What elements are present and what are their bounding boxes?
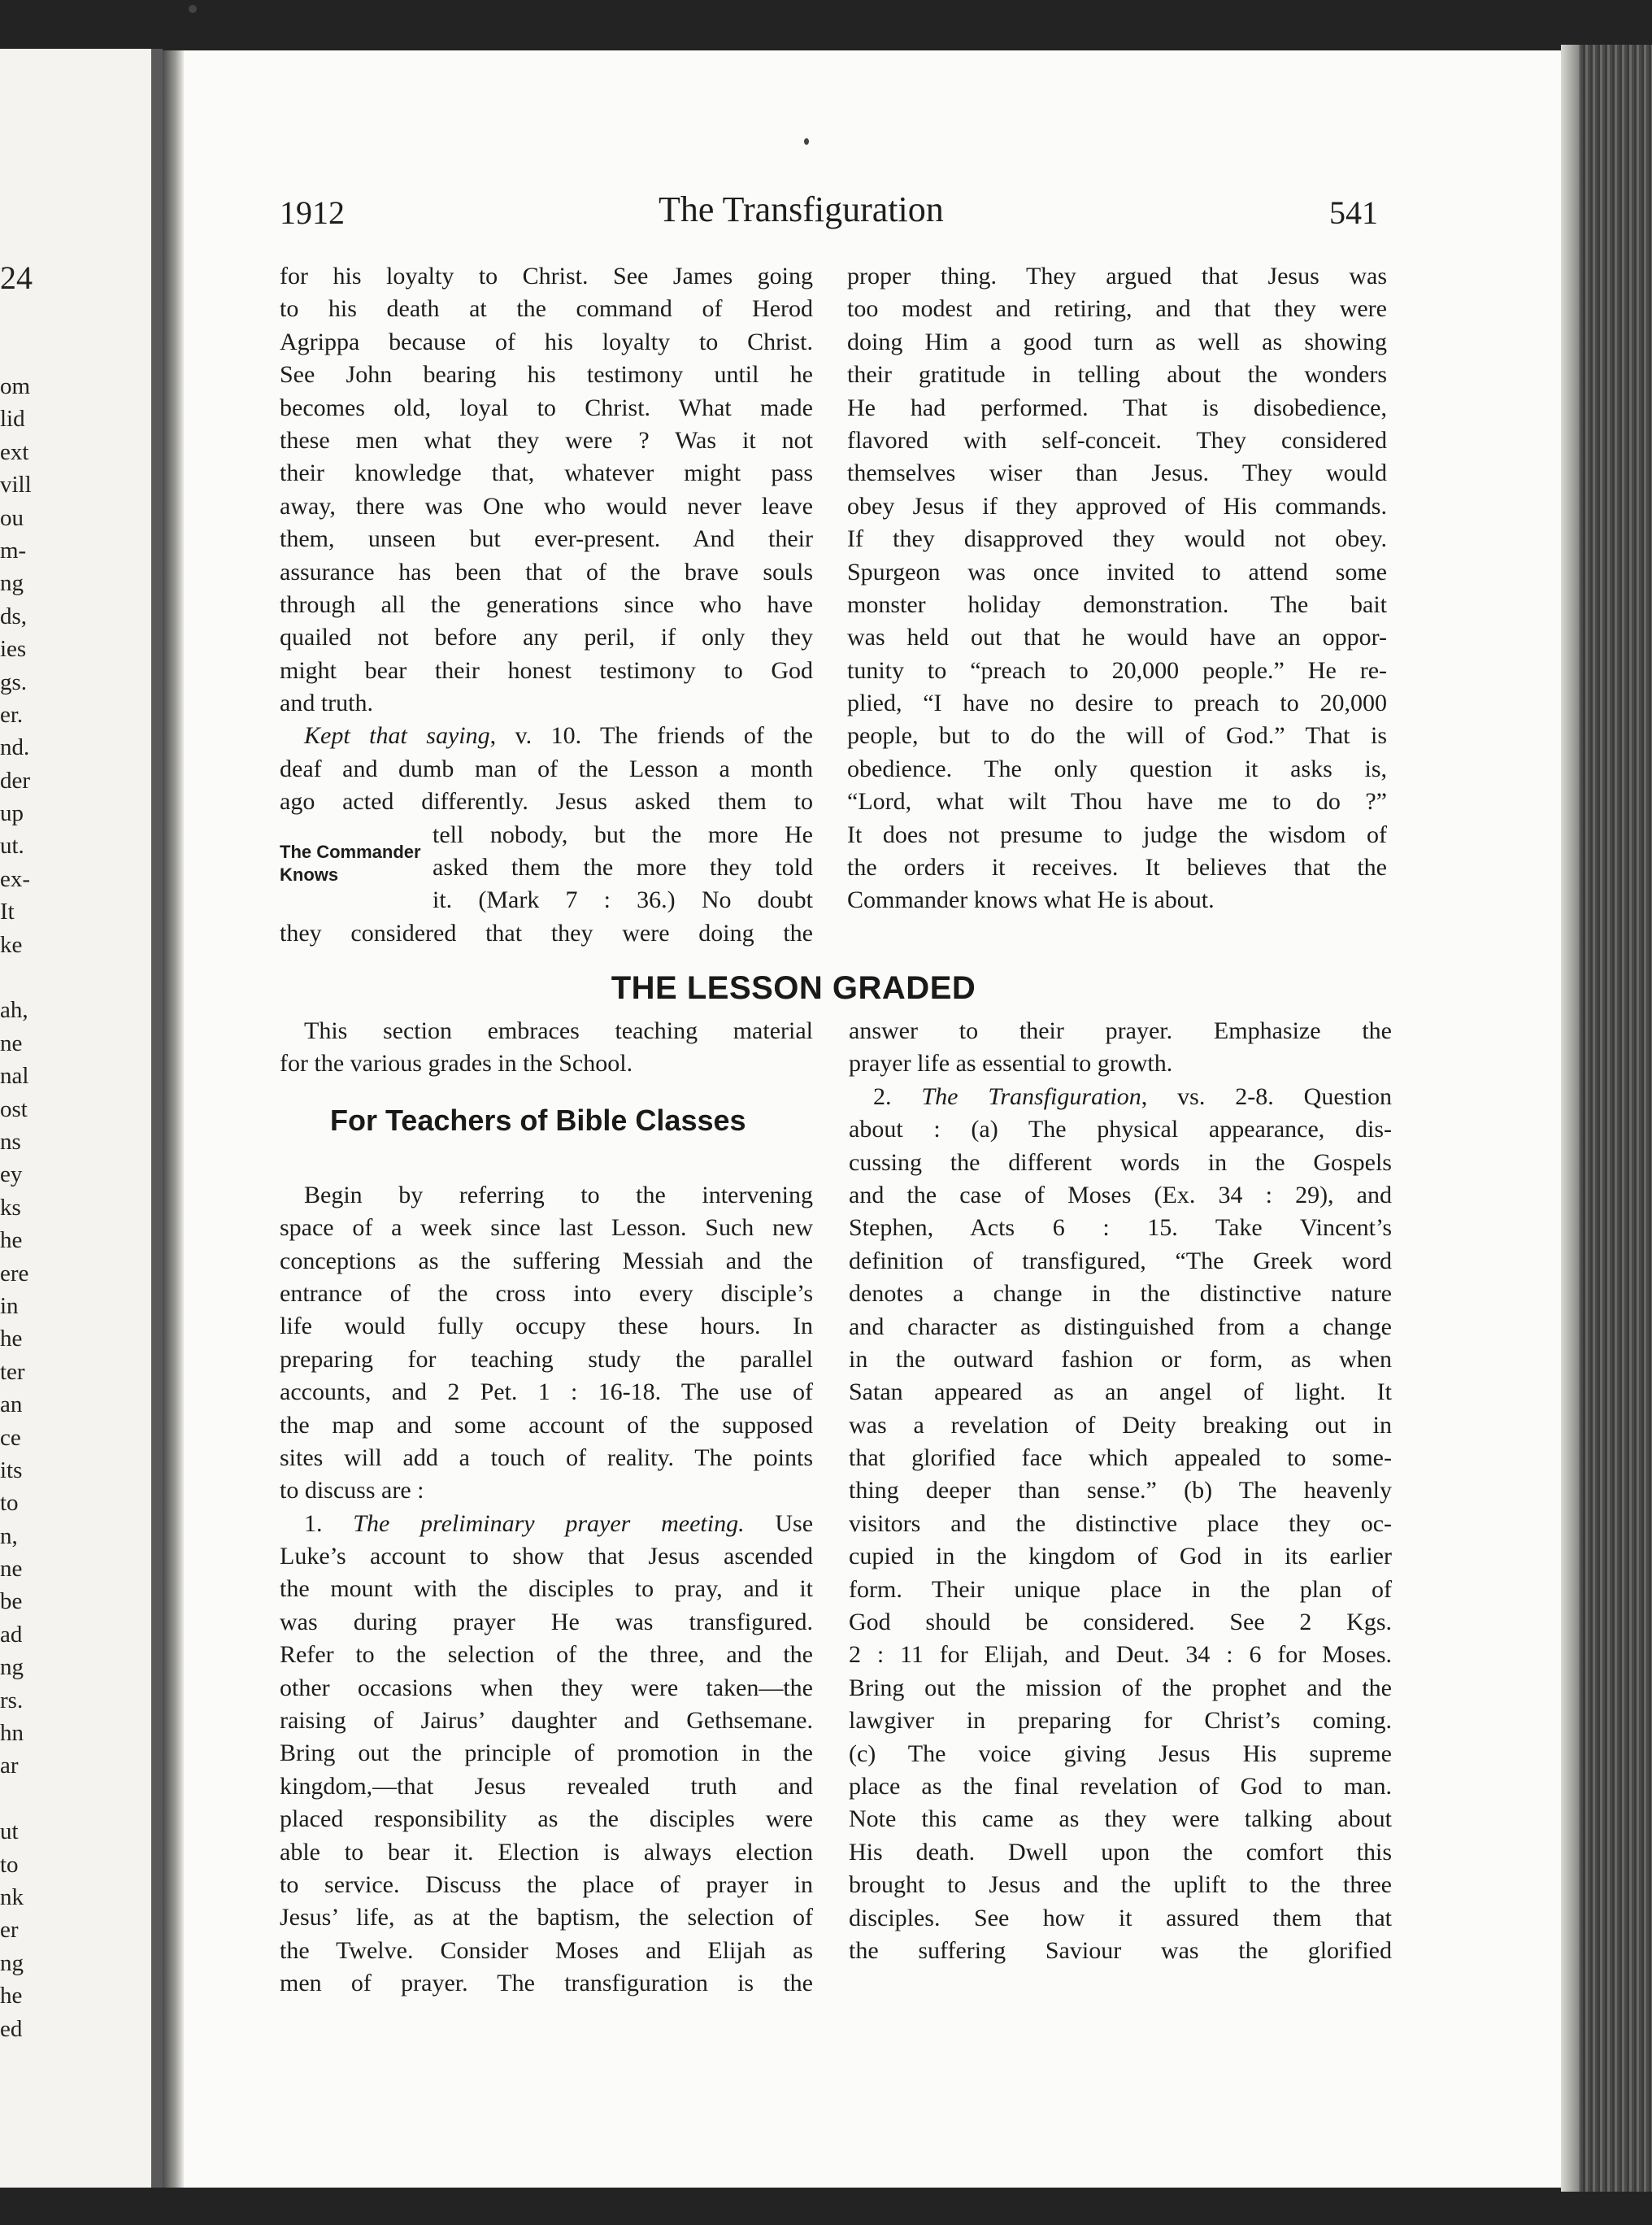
facing-page-fragment: n, — [0, 1522, 18, 1549]
text-line: Jesus’ life, as at the baptism, the selection of — [280, 1904, 813, 1931]
text-line: it. (Mark 7 : 36.) No doubt — [433, 886, 813, 914]
facing-page-fragment: to — [0, 1490, 19, 1517]
text-line: definition of transfigured, “The Greek word — [849, 1247, 1392, 1274]
text-line: their knowledge that, whatever might pass — [280, 459, 813, 487]
facing-page-fragment: its — [0, 1456, 23, 1483]
text-line: obedience. The only question it asks is, — [847, 755, 1387, 782]
facing-page-fragment: ou — [0, 504, 24, 531]
facing-page-fragment: om — [0, 373, 31, 399]
text-line: thing deeper than sense.” (b) The heavenly — [849, 1477, 1392, 1504]
text-line: Refer to the selection of the three, and the — [280, 1641, 813, 1669]
text-line: through all the generations since who have — [280, 590, 813, 618]
text-line: deaf and dumb man of the Lesson a month — [280, 755, 813, 782]
text-line: Bring out the mission of the prophet and the — [849, 1674, 1392, 1701]
text-line: the Twelve. Consider Moses and Elijah as — [280, 1936, 813, 1964]
text-line: raising of Jairus’ daughter and Gethsemane. — [280, 1707, 813, 1735]
text-line: accounts, and 2 Pet. 1 : 16-18. The use of — [280, 1378, 813, 1406]
facing-page-fragment: It — [0, 899, 15, 925]
lower-left-column — [280, 1015, 813, 2001]
text-line: visitors and the distinctive place they oc- — [849, 1509, 1392, 1537]
text-line: the mount with the disciples to pray, and it — [280, 1575, 813, 1603]
facing-page-fragment: he — [0, 1227, 23, 1254]
text-line: able to bear it. Election is always election — [280, 1838, 813, 1866]
facing-page-fragment: up — [0, 800, 24, 827]
text-line: was during prayer He was transfigured. — [280, 1608, 813, 1635]
facing-page-fragment: an — [0, 1391, 23, 1418]
facing-page-fragment: ns — [0, 1128, 21, 1155]
text-line: Note this came as they were talking about — [849, 1805, 1392, 1833]
lower-right-column — [849, 1015, 1392, 1967]
text-line: monster holiday demonstration. The bait — [847, 590, 1387, 618]
text-line: assurance has been that of the brave souls — [280, 558, 813, 586]
text-line: cussing the different words in the Gospels — [849, 1148, 1392, 1176]
facing-page-fragment: ne — [0, 1556, 23, 1583]
facing-page-fragment: rs. — [0, 1687, 24, 1713]
facing-page-fragment: ut. — [0, 833, 24, 860]
facing-page-fragment: be — [0, 1588, 23, 1615]
text-line: them, unseen but ever-present. And their — [280, 525, 813, 553]
facing-page-fragment: ah, — [0, 997, 28, 1024]
text-line: life would fully occupy these hours. In — [280, 1313, 813, 1340]
facing-page-fragment: ost — [0, 1095, 28, 1122]
facing-page-fragment: ks — [0, 1194, 21, 1221]
facing-page-fragment: in — [0, 1292, 19, 1319]
facing-page-fragment: ds, — [0, 603, 28, 629]
facing-page-fragment: nal — [0, 1063, 29, 1090]
text-line: Bring out the principle of promotion in the — [280, 1740, 813, 1767]
text-line: This section embraces teaching material — [304, 1017, 813, 1044]
upper-right-column — [847, 260, 1387, 917]
subheading: For Teachers of Bible Classes — [330, 1104, 746, 1137]
text-line: conceptions as the suffering Messiah and the — [280, 1247, 813, 1274]
text-line: the map and some account of the supposed — [280, 1411, 813, 1439]
text-line: preparing for teaching study the parallel — [280, 1345, 813, 1373]
text-line: ago acted differently. Jesus asked them to — [280, 788, 813, 816]
text-line: doing Him a good turn as well as showing — [847, 328, 1387, 355]
facing-page-fragment: ey — [0, 1161, 23, 1188]
text-line: brought to Jesus and the uplift to the three — [849, 1871, 1392, 1899]
text-line: Begin by referring to the intervening — [304, 1181, 813, 1208]
facing-page-fragment: nd. — [0, 734, 30, 761]
text-line: Spurgeon was once invited to attend some — [847, 558, 1387, 586]
facing-page-fragments — [0, 370, 32, 2045]
text-line: placed responsibility as the disciples were — [280, 1805, 813, 1833]
facing-page-fragment: er — [0, 1917, 19, 1944]
text-line: form. Their unique place in the plan of — [849, 1575, 1392, 1603]
facing-page-fragment: gs. — [0, 668, 28, 695]
text-line: plied, “I have no desire to preach to 20,000 — [847, 690, 1387, 717]
text-line: about : (a) The physical appearance, dis- — [849, 1116, 1392, 1143]
text-line: other occasions when they were taken—the — [280, 1674, 813, 1701]
text-line: quailed not before any peril, if only they — [280, 624, 813, 651]
text-line: Commander knows what He is about. — [847, 886, 1215, 914]
facing-page-fragment: er. — [0, 701, 24, 728]
text-line: place as the final revelation of God to man. — [849, 1772, 1392, 1800]
dust-speck — [804, 138, 809, 145]
text-line: that glorified face which appealed to some- — [849, 1444, 1392, 1472]
text-line: (c) The voice giving Jesus His supreme — [849, 1740, 1392, 1767]
facing-page-fragment: ad — [0, 1621, 23, 1648]
text-line: kingdom,—that Jesus revealed truth and — [280, 1772, 813, 1800]
text-line: 2 : 11 for Elijah, and Deut. 34 : 6 for Moses. — [849, 1641, 1392, 1669]
running-head — [0, 185, 1652, 234]
text-line: for his loyalty to Christ. See James going — [280, 263, 813, 290]
facing-page-fragment: ere — [0, 1260, 29, 1287]
text-line: “Lord, what wilt Thou have me to do ?” — [847, 788, 1387, 816]
facing-page-number: 24 — [0, 259, 33, 296]
facing-page-fragment: ce — [0, 1424, 21, 1451]
running-head-year: 1912 — [280, 194, 345, 231]
facing-page-fragment: he — [0, 1983, 23, 2009]
text-line: for the various grades in the School. — [280, 1050, 633, 1078]
text-line: asked them the more they told — [433, 854, 813, 882]
text-line: lawgiver in preparing for Christ’s coming. — [849, 1707, 1392, 1735]
text-line: people, but to do the will of God.” That is — [847, 722, 1387, 750]
text-line: was a revelation of Deity breaking out in — [849, 1411, 1392, 1439]
fore-edge — [1561, 45, 1652, 2192]
facing-page-fragment: der — [0, 767, 31, 794]
text-line: to his death at the command of Herod — [280, 295, 813, 323]
text-line: and the case of Moses (Ex. 34 : 29), and — [849, 1181, 1392, 1208]
text-line: 1. The preliminary prayer meeting. Use — [304, 1509, 814, 1537]
text-line: Luke’s account to show that Jesus ascended — [280, 1543, 813, 1570]
text-line: away, there was One who would never leave — [280, 492, 813, 520]
text-line: becomes old, loyal to Christ. What made — [280, 394, 813, 421]
text-line: entrance of the cross into every disciple’s — [280, 1279, 813, 1307]
text-line: in the outward fashion or form, as when — [849, 1345, 1392, 1373]
facing-page-fragment: ed — [0, 2015, 23, 2042]
marginal-sidenote: The Commander Knows — [280, 842, 421, 885]
text-line: obey Jesus if they approved of His commands. — [847, 492, 1387, 520]
facing-page-fragment: ies — [0, 636, 27, 663]
text-line: Satan appeared as an angel of light. It — [849, 1378, 1392, 1406]
text-line: tunity to “preach to 20,000 people.” He re- — [847, 656, 1387, 684]
facing-page-fragment: vill — [0, 472, 32, 499]
text-line: men of prayer. The transfiguration is the — [280, 1970, 813, 1997]
page-shadow — [163, 50, 184, 2188]
facing-page-fragment: he — [0, 1326, 23, 1352]
text-line: His death. Dwell upon the comfort this — [849, 1838, 1392, 1866]
text-line: He had performed. That is disobedience, — [847, 394, 1387, 421]
facing-page-fragment: to — [0, 1851, 19, 1878]
text-line: to discuss are : — [280, 1477, 424, 1504]
text-line: and truth. — [280, 690, 373, 717]
text-line: flavored with self-conceit. They considered — [847, 426, 1387, 454]
facing-page-fragment: lid — [0, 406, 25, 433]
facing-page-fragment: nk — [0, 1883, 24, 1910]
facing-page-fragment: hn — [0, 1720, 24, 1747]
text-line: space of a week since last Lesson. Such new — [280, 1214, 813, 1242]
dust-speck — [189, 5, 197, 13]
facing-page-fragment: ext — [0, 438, 29, 465]
text-line: prayer life as essential to growth. — [849, 1050, 1173, 1078]
text-line: cupied in the kingdom of God in its earlier — [849, 1543, 1392, 1570]
text-line: disciples. See how it assured them that — [849, 1904, 1392, 1931]
text-line: too modest and retiring, and that they were — [847, 295, 1387, 323]
facing-page-fragment: ut — [0, 1818, 19, 1845]
section-title: THE LESSON GRADED — [611, 970, 976, 1006]
text-line: denotes a change in the distinctive nature — [849, 1280, 1392, 1308]
facing-page-fragment: ar — [0, 1753, 19, 1779]
text-line: It does not presume to judge the wisdom of — [847, 821, 1387, 848]
facing-page-fragment: ke — [0, 931, 23, 958]
text-line: See John bearing his testimony until he — [280, 361, 813, 389]
text-line: God should be considered. See 2 Kgs. — [849, 1609, 1392, 1636]
facing-page — [0, 49, 163, 2188]
text-line: 2. The Transfiguration, vs. 2-8. Question — [873, 1082, 1392, 1110]
text-line: and character as distinguished from a change — [849, 1313, 1392, 1340]
text-line: to service. Discuss the place of prayer in — [280, 1870, 813, 1898]
text-line: sites will add a touch of reality. The points — [280, 1443, 813, 1471]
facing-page-fragment: ng — [0, 1949, 24, 1976]
text-line: they considered that they were doing the — [280, 919, 813, 947]
text-line: tell nobody, but the more He — [433, 821, 813, 848]
facing-page-fragment: ter — [0, 1358, 25, 1385]
text-line: proper thing. They argued that Jesus was — [847, 263, 1387, 290]
text-line: Agrippa because of his loyalty to Christ. — [280, 328, 813, 355]
facing-page-fragment — [0, 1783, 32, 1815]
text-line: answer to their prayer. Emphasize the — [849, 1017, 1392, 1044]
text-line: Kept that saying, v. 10. The friends of the — [304, 722, 813, 750]
gutter — [151, 49, 163, 2188]
facing-page-fragment: ex- — [0, 865, 31, 892]
page-number: 541 — [1329, 194, 1378, 231]
text-line: their gratitude in telling about the wonders — [847, 361, 1387, 389]
text-line: these men what they were ? Was it not — [280, 426, 813, 454]
text-line: the suffering Saviour was the glorified — [849, 1936, 1392, 1964]
text-line: might bear their honest testimony to God — [280, 656, 813, 684]
running-head-title: The Transfiguration — [659, 189, 944, 229]
text-line: was held out that he would have an oppor- — [847, 624, 1387, 651]
text-line: the orders it receives. It believes that the — [847, 854, 1387, 882]
text-line: Stephen, Acts 6 : 15. Take Vincent’s — [849, 1214, 1392, 1242]
text-line: If they disapproved they would not obey. — [847, 525, 1387, 553]
facing-page-fragment: ng — [0, 1654, 24, 1681]
text-line: themselves wiser than Jesus. They would — [847, 459, 1387, 487]
facing-page-fragment: ng — [0, 570, 24, 597]
facing-page-fragment: ne — [0, 1030, 23, 1056]
facing-page-fragment: m- — [0, 537, 27, 564]
